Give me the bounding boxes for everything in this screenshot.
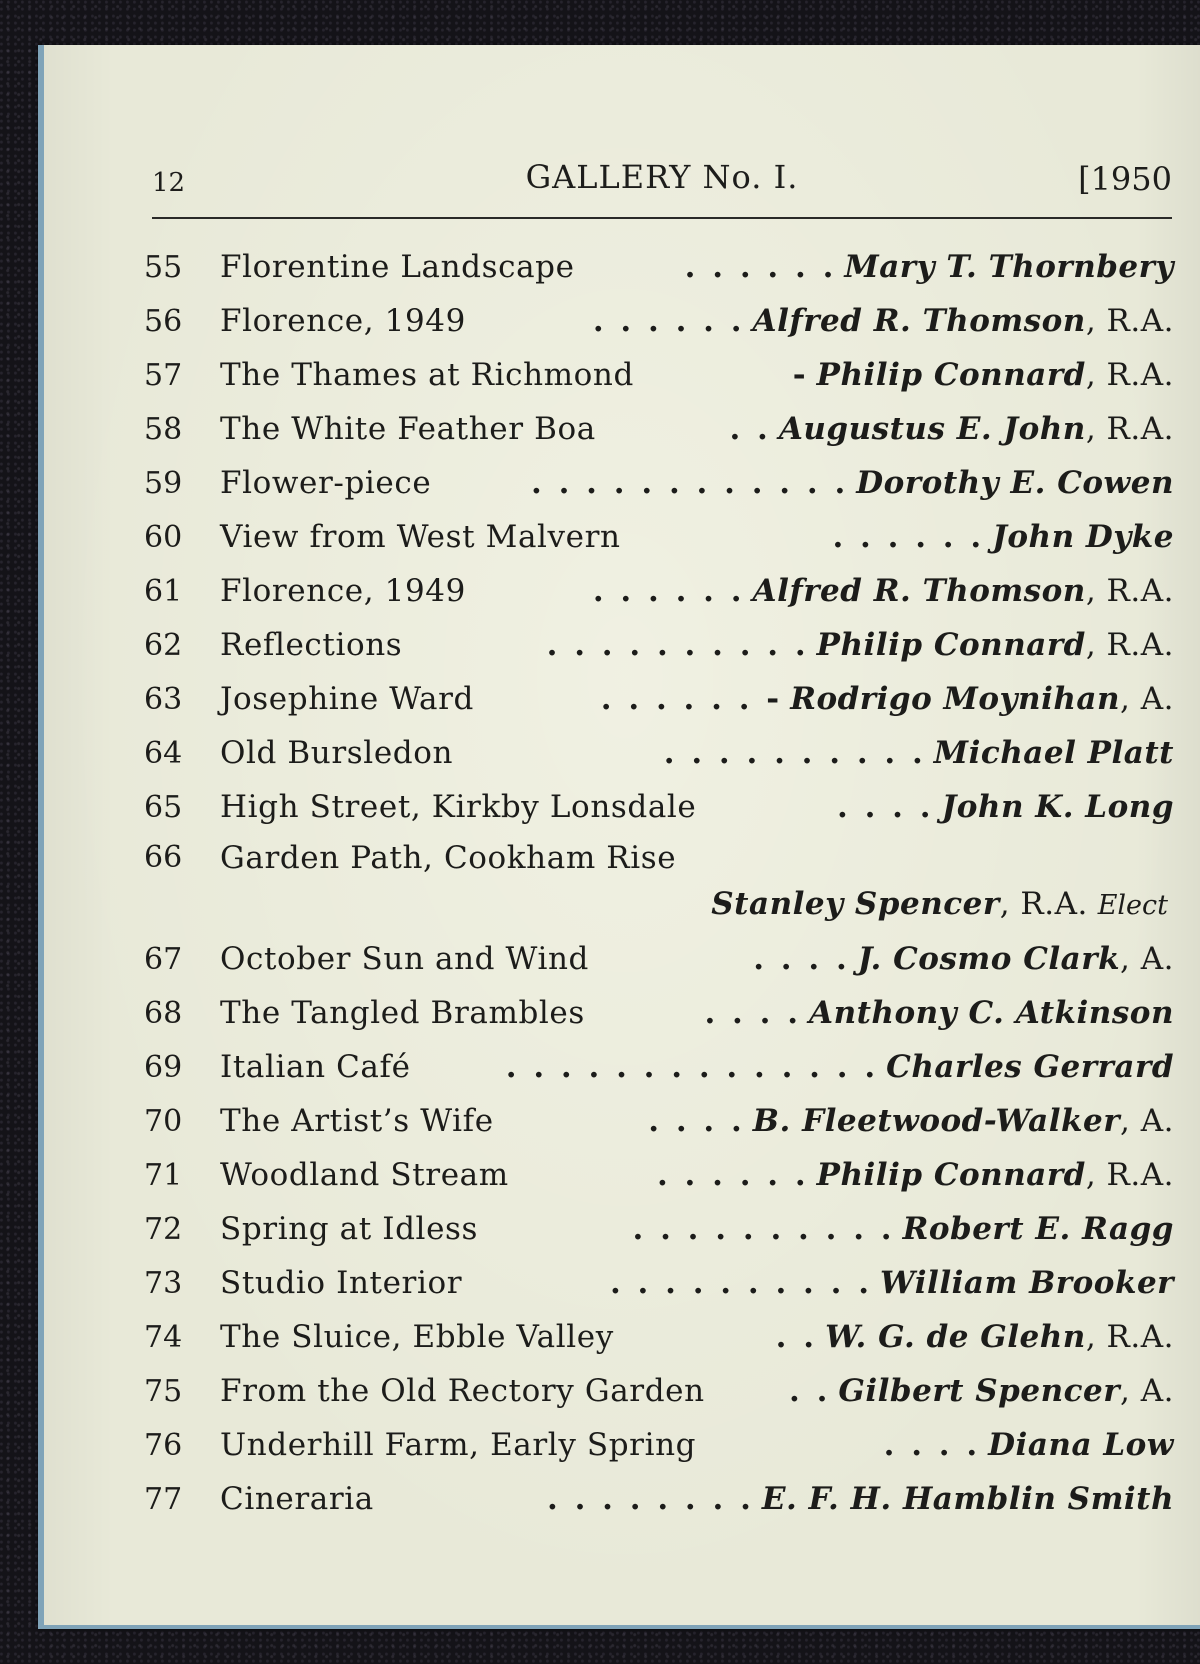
entry-artist [886,1049,1174,1085]
dot-leader: . . . . . . . . [546,1481,754,1517]
list-item [144,564,1174,618]
entry-artist [825,1319,1174,1355]
entry-number: 70 [144,1103,183,1139]
entry-artist [838,1373,1174,1409]
list-item [144,348,1174,402]
dot-leader: . . . . . . . . . . [609,1265,873,1301]
entry-artist [779,411,1174,447]
dot-leader: . . . . [883,1427,981,1463]
list-item [144,1472,1174,1526]
entry-title: View from West Malvern [220,519,621,555]
entry-number: 71 [144,1157,183,1193]
dot-leader: . . . . . . . . . . . . [531,465,849,501]
dot-leader: . . . . . . [656,1157,809,1193]
dot-leader: . . . . . . [684,249,837,285]
artist-name: Dorothy E. Cowen [856,465,1174,501]
artist-name: B. Fleetwood-Walker [752,1103,1121,1139]
entry-title: October Sun and Wind [220,941,589,977]
artist-honour: , R.A. [1085,573,1174,609]
artist-name: W. G. de Glehn [825,1319,1086,1355]
entry-number: 63 [144,681,183,717]
artist-name: J. Cosmo Clark [857,941,1121,977]
entry-number: 60 [144,519,183,555]
dot-leader: . . [775,1319,818,1355]
entry-artist [753,1103,1174,1139]
artist-name: Philip Connard [816,357,1086,393]
header-rule [152,217,1172,219]
list-item [144,780,1174,834]
entry-title: Studio Interior [220,1265,463,1301]
artist-name: Anthony C. Atkinson [809,995,1174,1031]
page-header [152,158,1172,206]
dot-leader: . . . . . . [832,519,985,555]
entry-number: 76 [144,1427,183,1463]
dot-leader: . . . . [753,941,850,977]
artist-name: Alfred R. Thomson [752,303,1086,339]
list-item [144,1310,1174,1364]
entry-title: Florence, 1949 [220,573,466,609]
artist-honour: , A. [1120,941,1174,977]
artist-name: Robert E. Ragg [902,1211,1174,1247]
entry-title: Josephine Ward [220,681,474,717]
entry-number: 65 [144,789,183,825]
artist-honour-suffix: Elect [1097,890,1168,921]
entry-artist [817,357,1174,393]
list-item [144,240,1174,294]
entry-number: 61 [144,573,183,609]
dot-leader: . . . . . . . . . . [632,1211,895,1247]
entry-title: Reflections [220,627,403,663]
entry-number: 73 [144,1265,183,1301]
list-item [144,672,1174,726]
artist-name: Diana Low [988,1427,1174,1463]
page-title: GALLERY No. I. [525,158,799,196]
entry-title: The Thames at Richmond [220,357,634,393]
entry-number: 67 [144,941,183,977]
artist-name: John Dyke [992,519,1174,555]
list-item [144,726,1174,780]
dot-leader: . . . . [704,995,802,1031]
entry-number: 57 [144,357,183,393]
list-item [144,932,1174,986]
artist-name: Charles Gerrard [886,1049,1174,1085]
artist-name: Michael Platt [933,735,1174,771]
entry-artist [856,465,1174,501]
entry-artist [790,681,1174,717]
artist-honour: , A. [1120,1373,1174,1409]
entry-number: 59 [144,465,183,501]
list-item [144,402,1174,456]
artist-name: Gilbert Spencer [838,1373,1121,1409]
artist-name: Philip Connard [816,1157,1086,1193]
page-number: 12 [152,168,186,198]
list-item [144,294,1174,348]
entry-artist [880,1265,1174,1301]
entry-artist [858,941,1174,977]
entry-title: Flower-piece [220,465,432,501]
artist-honour: , R.A. [1085,411,1174,447]
artist-honour: , R.A. [1085,357,1174,393]
artist-name: Stanley Spencer [711,886,1000,922]
entry-artist [903,1211,1174,1247]
artist-name: William Brooker [880,1265,1174,1301]
list-item [144,1256,1174,1310]
entry-title: From the Old Rectory Garden [220,1373,705,1409]
entry-title: Old Bursledon [220,735,454,771]
artist-honour: , R.A. [999,886,1088,922]
artist-name: Alfred R. Thomson [752,573,1086,609]
artist-name: Rodrigo Moynihan [790,681,1121,717]
entry-number: 62 [144,627,183,663]
entry-artist [817,627,1174,663]
entry-number: 66 [144,840,183,875]
entry-number: 58 [144,411,183,447]
dot-leader: . . . . . . [592,303,745,339]
list-item [144,1364,1174,1418]
entry-number: 55 [144,249,183,285]
entry-title: Florentine Landscape [220,249,575,285]
dot-leader: . . . . . . [592,573,745,609]
artist-honour: , R.A. [1085,303,1174,339]
artist-honour: , A. [1120,1103,1174,1139]
entry-artist [817,1157,1174,1193]
artist-name: E. F. H. Hamblin Smith [761,1481,1174,1517]
entry-title: Italian Café [220,1049,411,1085]
entry-title: The Sluice, Ebble Valley [220,1319,614,1355]
entry-title: The Tangled Brambles [220,995,585,1031]
list-item [144,1094,1174,1148]
entry-title: Garden Path, Cookham Rise [220,840,677,876]
entry-number: 74 [144,1319,183,1355]
list-item [144,1040,1174,1094]
entry-artist [934,735,1174,771]
entry-title: The Artist’s Wife [220,1103,494,1139]
dot-leader: . . [789,1373,831,1409]
dot-leader: . . . . . . . . . . . . . . [505,1049,879,1085]
entry-number: 75 [144,1373,183,1409]
entry-number: 77 [144,1481,183,1517]
artist-honour: , R.A. [1085,1319,1174,1355]
dot-leader: . . . . . . . . . . [546,627,809,663]
entry-artist [711,886,1168,922]
catalogue-year: [1950 [1078,160,1172,198]
entry-number: 69 [144,1049,183,1085]
catalogue-entries [144,240,1174,1526]
list-item [144,618,1174,672]
dot-leader: . . . . [648,1103,745,1139]
entry-title: The White Feather Boa [220,411,596,447]
dot-leader: . . . . . . . . . . [663,735,926,771]
list-item [144,510,1174,564]
entry-title: High Street, Kirkby Lonsdale [220,789,697,825]
dot-leader: . . . . . . - [600,681,783,717]
entry-title: Cineraria [220,1481,374,1517]
artist-name: John K. Long [941,789,1174,825]
artist-honour: , R.A. [1085,627,1174,663]
dot-leader: - [792,357,809,393]
entry-title: Spring at Idless [220,1211,479,1247]
dot-leader: . . [729,411,771,447]
entry-artist [762,1481,1174,1517]
list-item [144,456,1174,510]
list-item [144,834,1174,932]
dot-leader: . . . . [837,789,934,825]
entry-number: 68 [144,995,183,1031]
list-item [144,1202,1174,1256]
artist-name: Augustus E. John [778,411,1086,447]
entry-artist [942,789,1174,825]
list-item [144,1148,1174,1202]
artist-honour: , R.A. [1085,1157,1174,1193]
entry-number: 56 [144,303,183,339]
entry-artist [988,1427,1174,1463]
entry-number: 72 [144,1211,183,1247]
entry-artist [753,303,1174,339]
entry-title: Underhill Farm, Early Spring [220,1427,697,1463]
artist-name: Philip Connard [816,627,1086,663]
entry-artist [753,573,1174,609]
list-item [144,986,1174,1040]
entry-number: 64 [144,735,183,771]
entry-title: Florence, 1949 [220,303,466,339]
entry-title: Woodland Stream [220,1157,509,1193]
entry-artist [844,249,1174,285]
entry-artist [992,519,1174,555]
artist-honour: , A. [1120,681,1174,717]
artist-name: Mary T. Thornbery [844,249,1174,285]
entry-artist [809,995,1174,1031]
list-item [144,1418,1174,1472]
